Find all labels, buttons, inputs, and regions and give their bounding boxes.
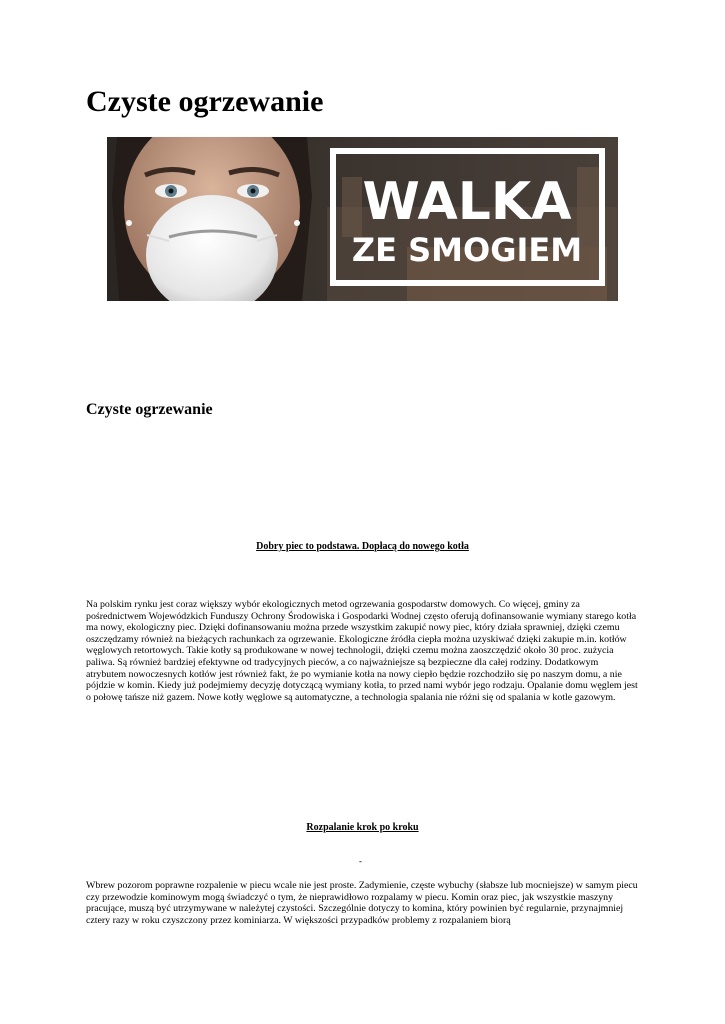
document-title: Czyste ogrzewanie: [86, 85, 324, 118]
separator-dash: -: [359, 856, 362, 866]
section-heading-boiler: Dobry piec to podstawa. Dopłacą do nowego kotła: [256, 541, 469, 552]
paragraph-ignition: Wbrew pozorom poprawne rozpalenie w piecu wcale nie jest proste. Zadymienie, częste wybuchy (słabsze lub mocniejsze) w samym piecu czy przewodzie kominowym mogą świadczyć o tym, że nieprawidłowo rozpalamy w piecu. Komin oraz piec, jak wszystkie maszyny pracujące, muszą być utrzymywane w należytej czystości. Szczególnie dotyczy to komina, który powinien być regularnie, przynajmniej cztery razy w roku czyszczony przez kominiarza. W większości przypadków problemy z rozpalaniem biorą: [86, 880, 638, 926]
smog-banner-image: [107, 137, 618, 301]
banner-line1: WALKA: [362, 172, 572, 232]
banner-line2: ZE SMOGIEM: [351, 231, 583, 269]
paragraph-boiler: Na polskim rynku jest coraz większy wybór ekologicznych metod ogrzewania gospodarstw domowych. Co więcej, gminy za pośrednictwem Wojewódzkich Funduszy Ochrony Środowiska i Gospodarki Wodnej często oferują dofinansowanie wymiany starego kotła ma nowy, ekologiczny piec. Dzięki dofinansowaniu można przede wszystkim zakupić nowy piec, który działa sprawniej, dzięki czemu oszczędzamy również na bieżących rachunkach za ogrzewanie. Ekologiczne źródła ciepła można uzyskiwać dzięki zakupie m.in. kotłów węglowych retortowych. Takie kotły są produkowane w nowej technologii, dzięki czemu można zaoszczędzić około 30 proc. zużycia paliwa. Są również bardziej efektywne od tradycyjnych pieców, a co najważniejsze są bezpieczne dla całej rodziny. Dodatkowym atrybutem nowoczesnych kotłów jest również fakt, że po wymianie kotła na nowy ciepło będzie rozchodziło się po naszym domu, a nie pójdzie w komin. Kiedy już podejmiemy decyzję dotyczącą wymiany kotła, to przed nami wybór jego rodzaju. Opalanie domu węglem jest o połowę tańsze niż gazem. Nowe kotły węglowe są automatyczne, a technologia spalania nie różni się od spalania w kotle gazowym.: [86, 599, 638, 703]
banner-illustration: [107, 137, 618, 301]
section-heading-ignition: Rozpalanie krok po kroku: [306, 822, 419, 833]
section-title: Czyste ogrzewanie: [86, 401, 213, 418]
